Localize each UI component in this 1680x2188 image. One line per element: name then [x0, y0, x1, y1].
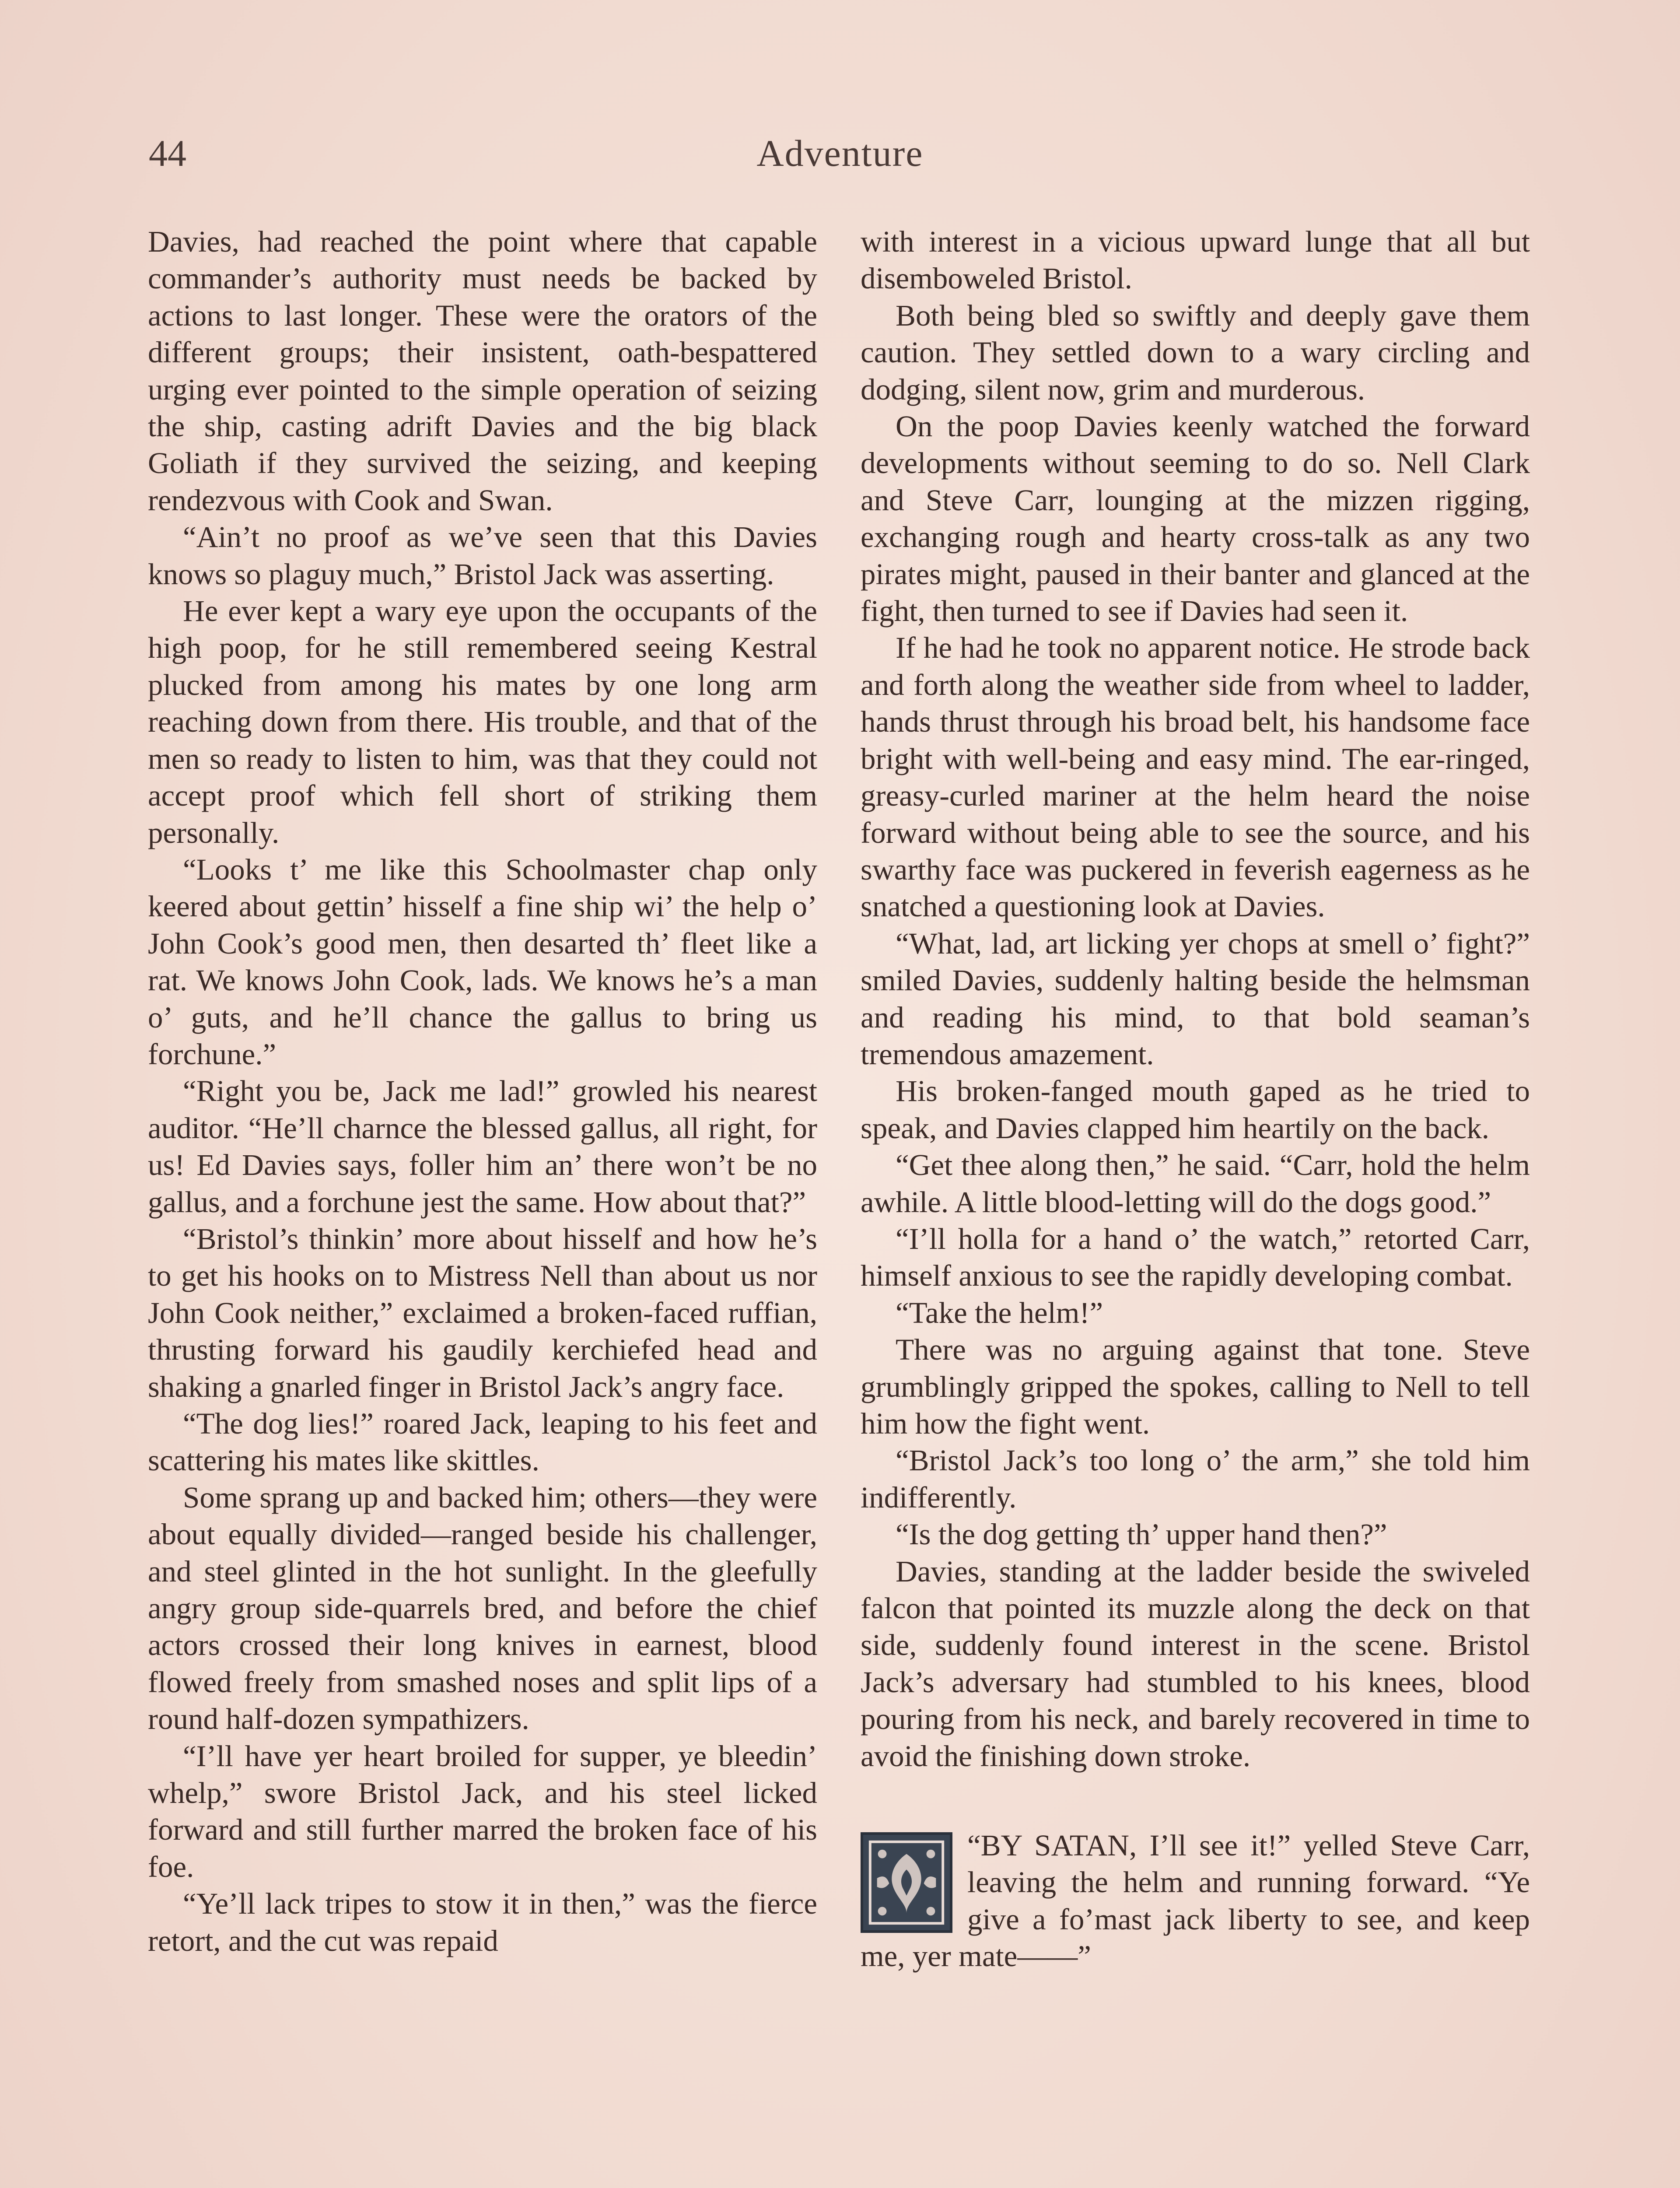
paragraph: He ever kept a wary eye upon the occupants of the high poop, for he still remembered seeing Kestral plucked from among his mates by one long arm reaching down from there. His trouble, and that of the men so ready to listen to him, was that they could not accept proof which fell short of striking them personally. — [148, 594, 817, 849]
ornament-icon — [863, 1835, 950, 1930]
ornamental-initial-icon — [861, 1832, 952, 1933]
page-number: 44 — [149, 132, 186, 174]
paragraph: If he had he took no apparent notice. He strode back and forth along the weather side from wheel to ladder, hands thrust through his broad belt, his handsome face bright with well-being and easy mind. The ear-ringed, greasy-curled mariner at the helm heard the noise forward without being able to see the source, and his swarthy face was puckered in feverish eagerness as he snatched a questioning look at Davies. — [861, 631, 1530, 923]
paragraph: “Bristol’s thinkin’ more about hisself and how he’s to get his hooks on to Mistress Nell than about us nor John Cook neither,” exclaimed a broken-faced ruffian, thrusting forward his gaudily kerchiefed head and shaking a gnarled finger in Bristol Jack’s angry face. — [148, 1222, 817, 1403]
paragraph: Some sprang up and backed him; others—they were about equally divided—ranged beside his challenger, and steel glinted in the hot sunlight. In the gleefully angry group side-quarrels bred, and before the chief actors crossed their long knives in earnest, blood flowed freely from smashed noses and split lips of a round half-dozen sympathizers. — [148, 1480, 817, 1736]
paragraph: “What, lad, art licking yer chops at smell o’ fight?” smiled Davies, suddenly halting beside the helmsman and reading his mind, to that bold seaman’s tremendous amazement. — [861, 926, 1530, 1071]
paragraph: There was no arguing against that tone. Steve grumblingly gripped the spokes, calling to Nell to tell him how the fight went. — [861, 1333, 1530, 1440]
right-column — [861, 223, 1530, 1975]
paragraph: “Is the dog getting th’ upper hand then?” — [896, 1518, 1387, 1551]
paragraph: “Looks t’ me like this Schoolmaster chap only keered about gettin’ hisself a fine ship wi’ the help o’ John Cook’s good men, then desarted th’ fleet like a rat. We knows John Cook, lads. We knows he’s a man o’ guts, and he’ll chance the gallus to bring us forchune.” — [148, 852, 817, 1071]
paragraph: “Right you be, Jack me lad!” growled his nearest auditor. “He’ll charnce the blessed gallus, all right, for us! Ed Davies says, foller him an’ there won’t be no gallus, and a forchune jest the same. How about that?” — [148, 1074, 817, 1219]
paragraph: His broken-fanged mouth gaped as he tried to speak, and Davies clapped him heartily on the back. — [861, 1074, 1530, 1145]
paragraph: “I’ll have yer heart broiled for supper, ye bleedin’ whelp,” swore Bristol Jack, and his steel licked forward and still further marred the broken face of his foe. — [148, 1739, 817, 1883]
paragraph: On the poop Davies keenly watched the forward developments without seeming to do so. Nell Clark and Steve Carr, lounging at the mizzen rigging, exchanging rough and hearty cross-talk as any two pirates might, paused in their banter and glanced at the fight, then turned to see if Davies had seen it. — [861, 410, 1530, 628]
paragraph: “Bristol Jack’s too long o’ the arm,” she told him indifferently. — [861, 1444, 1530, 1514]
paragraph: Davies, standing at the ladder beside the swiveled falcon that pointed its muzzle along the deck on that side, suddenly found interest in the scene. Bristol Jack’s adversary had stumbled to his knees, blood pouring from his neck, and barely recovered in time to avoid the finishing down stroke. — [861, 1554, 1530, 1773]
paragraph: “The dog lies!” roared Jack, leaping to his feet and scattering his mates like skittles. — [148, 1407, 817, 1477]
running-title: Adventure — [756, 132, 924, 174]
paragraph: “I’ll holla for a hand o’ the watch,” retorted Carr, himself anxious to see the rapidly developing combat. — [861, 1222, 1530, 1293]
dropcap-paragraph-text: “BY SATAN, I’ll see it!” yelled Steve Carr, leaving the helm and running forward. “Ye give a fo’mast jack liberty to see, and keep me, yer mate——” — [861, 1829, 1530, 1973]
left-column — [148, 223, 817, 1959]
paragraph: “Take the helm!” — [896, 1296, 1103, 1329]
paragraph: Both being bled so swiftly and deeply gave them caution. They settled down to a wary circling and dodging, silent now, grim and murderous. — [861, 298, 1530, 406]
dropcap-paragraph — [861, 1827, 1530, 1975]
paragraph: Davies, had reached the point where that capable commander’s authority must needs be backed by actions to last longer. These were the orators of the different groups; their insistent, oath-bespattered urging ever pointed to the simple operation of seizing the ship, casting adrift Davies and the big black Goliath if they survived the seizing, and keeping rendezvous with Cook and Swan. — [148, 225, 817, 517]
page-header — [149, 131, 1531, 184]
section-break — [861, 1774, 1530, 1827]
paragraph: with interest in a vicious upward lunge that all but disemboweled Bristol. — [861, 225, 1530, 295]
paragraph: “Ain’t no proof as we’ve seen that this Davies knows so plaguy much,” Bristol Jack was asserting. — [148, 520, 817, 591]
paragraph: “Get thee along then,” he said. “Carr, hold the helm awhile. A little blood-letting will do the dogs good.” — [861, 1148, 1530, 1219]
paragraph: “Ye’ll lack tripes to stow it in then,” was the fierce retort, and the cut was repaid — [148, 1887, 817, 1957]
